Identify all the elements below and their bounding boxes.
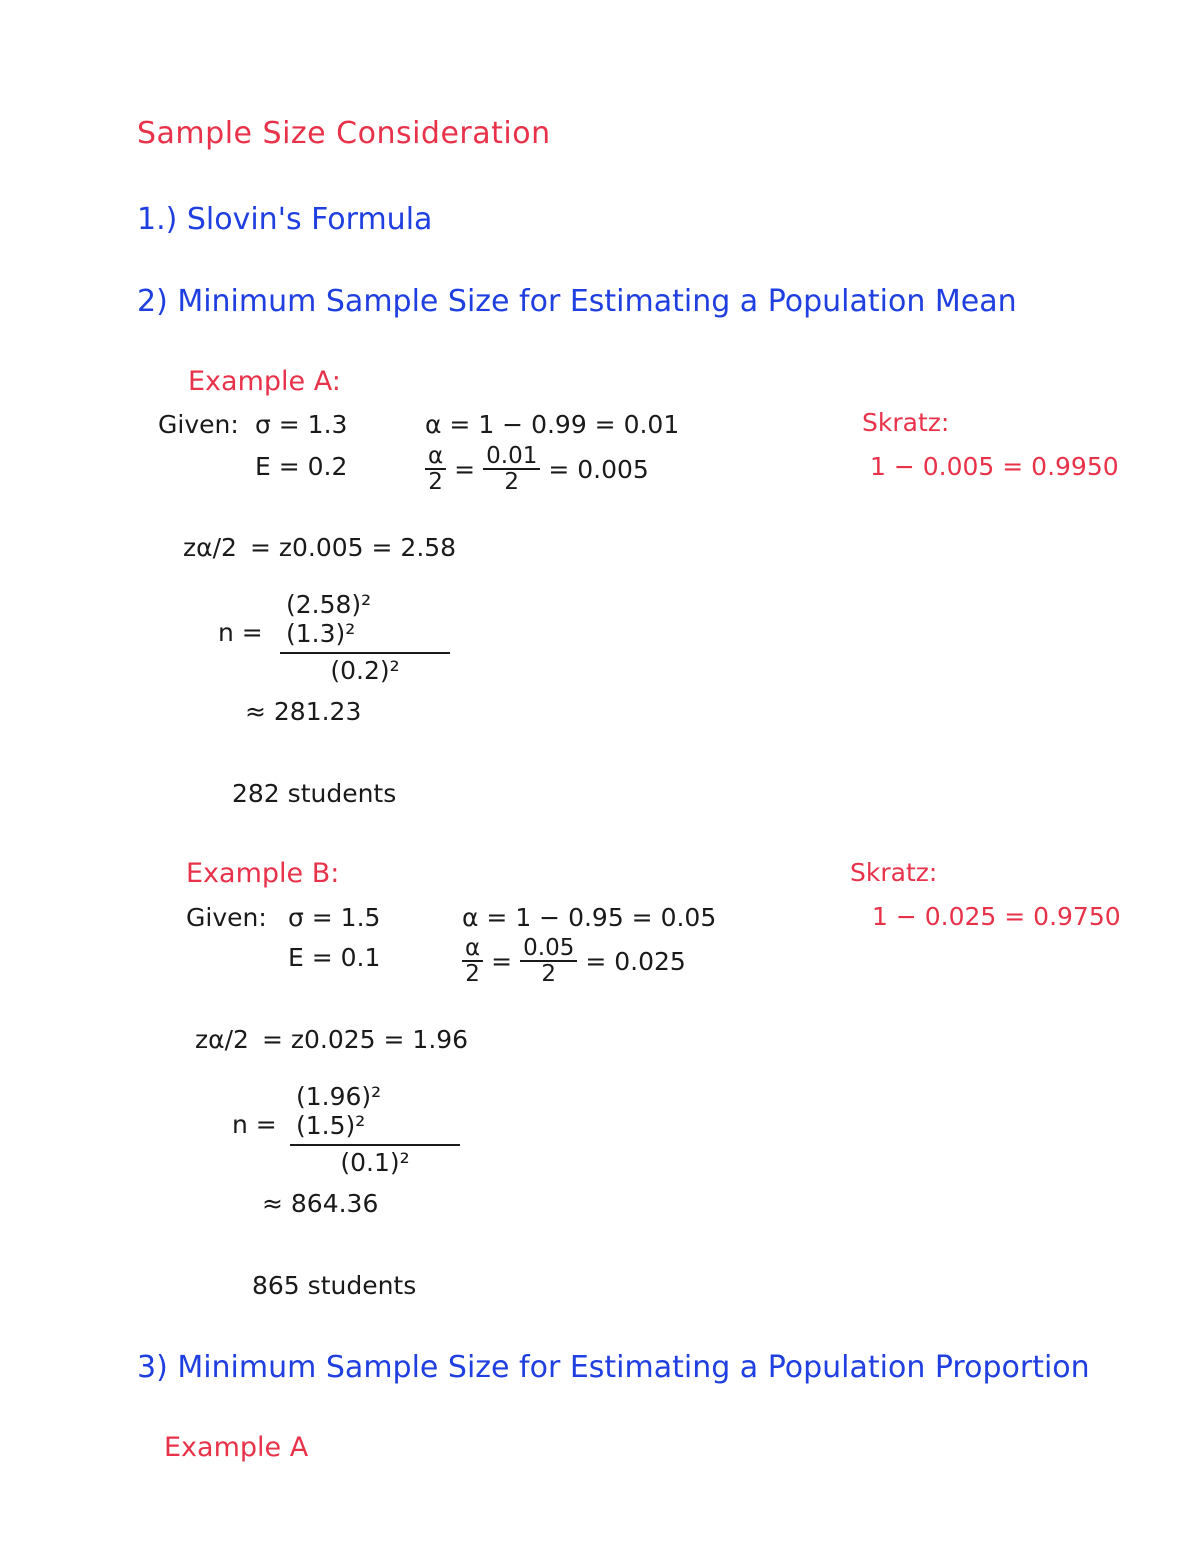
example-a-skratz-label: Skratz: [862,408,950,437]
example-b-eq: = [491,946,513,976]
example-b-n-numerator: (1.96)² (1.5)² [290,1082,460,1146]
example-b-z-lhs: zα/2 [195,1025,249,1054]
example-a-n-label: n = [218,618,263,647]
example-b-alpha: α = 1 − 0.95 = 0.05 [462,903,717,932]
example-a-alpha-den: 2 [428,469,443,496]
example-b-half-alpha [462,936,686,986]
section-1-heading: 1.) Slovin's Formula [137,202,433,237]
example-a-n-fraction [280,590,450,685]
example-b-half-result: = 0.025 [585,946,686,976]
example-a-z-lhs: zα/2 [183,533,237,562]
example-a-half-result: = 0.005 [548,454,649,484]
example-a-alpha: α = 1 − 0.99 = 0.01 [425,410,680,439]
example-b-error: E = 0.1 [288,943,381,972]
example-c-label: Example A [164,1432,309,1463]
example-a-eq: = [454,454,476,484]
example-b-label: Example B: [186,858,340,889]
example-b-alpha-den: 2 [465,961,480,988]
example-a-half-den: 2 [504,469,520,496]
example-b-half-den: 2 [541,961,557,988]
example-b-half-frac [520,936,577,986]
example-a-alpha-num: α [425,444,446,470]
example-a-answer: 282 students [232,779,397,808]
example-b-approx: ≈ 864.36 [262,1189,379,1218]
example-a-half-num: 0.01 [483,444,540,470]
example-b-n-denominator: (0.1)² [340,1148,410,1177]
example-a-alpha-over-2 [425,444,446,494]
example-a-sigma: σ = 1.3 [255,410,348,439]
example-a-z-rhs: = z0.005 = 2.58 [250,533,457,562]
example-b-n-fraction [290,1082,460,1177]
example-b-alpha-over-2 [462,936,483,986]
example-a-label: Example A: [188,366,341,397]
example-b-skratz-label: Skratz: [850,858,938,887]
example-b-z-rhs: = z0.025 = 1.96 [262,1025,469,1054]
example-a-n-denominator: (0.2)² [330,656,400,685]
example-b-half-num: 0.05 [520,936,577,962]
section-2-heading: 2) Minimum Sample Size for Estimating a Population Mean [137,284,1017,319]
example-a-error: E = 0.2 [255,452,348,481]
example-b-given-label: Given: [186,903,267,932]
example-b-n-label: n = [232,1110,277,1139]
example-a-approx: ≈ 281.23 [245,697,362,726]
example-a-skratz-value: 1 − 0.005 = 0.9950 [870,452,1119,481]
example-b-sigma: σ = 1.5 [288,903,381,932]
example-b-answer: 865 students [252,1271,417,1300]
example-b-skratz-value: 1 − 0.025 = 0.9750 [872,902,1121,931]
example-a-n-numerator: (2.58)² (1.3)² [280,590,450,654]
example-b-alpha-num: α [462,936,483,962]
example-a-given-label: Given: [158,410,239,439]
example-a-half-alpha [425,444,649,494]
section-3-heading: 3) Minimum Sample Size for Estimating a Population Proportion [137,1350,1090,1385]
example-a-half-frac [483,444,540,494]
page-title: Sample Size Consideration [137,116,551,151]
